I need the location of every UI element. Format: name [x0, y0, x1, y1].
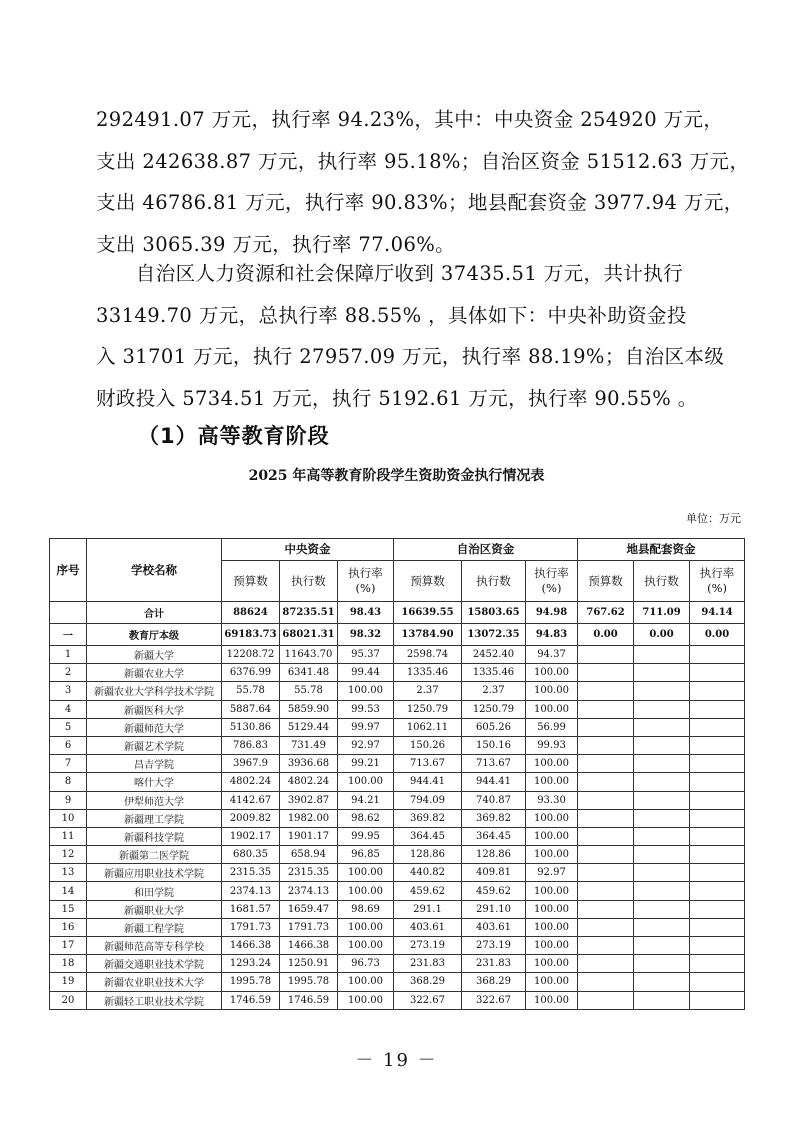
cell-value: 96.73: [338, 955, 394, 973]
cell-value: [578, 937, 634, 955]
cell-value: 55.78: [280, 682, 338, 700]
cell-school-name: 新疆工程学院: [87, 918, 222, 936]
cell-value: 658.94: [280, 846, 338, 864]
cell-value: 100.00: [338, 682, 394, 700]
cell-value: 1791.73: [280, 918, 338, 936]
cell-seq: 一: [50, 624, 87, 646]
cell-value: [634, 773, 690, 791]
cell-seq: [50, 602, 87, 624]
cell-value: 369.82: [462, 809, 526, 827]
cell-seq: 18: [50, 955, 87, 973]
cell-school-name: 新疆职业大学: [87, 900, 222, 918]
cell-school-name: 和田学院: [87, 882, 222, 900]
cell-value: 92.97: [526, 864, 578, 882]
cell-seq: 15: [50, 900, 87, 918]
cell-value: [690, 973, 745, 991]
cell-value: 13784.90: [394, 624, 462, 646]
cell-value: 100.00: [338, 918, 394, 936]
cell-value: 94.21: [338, 791, 394, 809]
cell-value: [634, 882, 690, 900]
cell-seq: 14: [50, 882, 87, 900]
cell-value: 2009.82: [222, 809, 280, 827]
cell-value: [690, 700, 745, 718]
cell-value: 1250.79: [462, 700, 526, 718]
paragraph-hr-department: [96, 253, 725, 419]
cell-value: [578, 991, 634, 1009]
cell-value: [578, 918, 634, 936]
cell-value: 731.49: [280, 736, 338, 754]
cell-value: [578, 864, 634, 882]
header-central-funds: 中央资金: [222, 539, 394, 561]
cell-value: 100.00: [526, 937, 578, 955]
cell-value: 100.00: [338, 973, 394, 991]
text-line: 292491.07 万元，执行率 94.23%，其中：中央资金 254920 万元，: [96, 108, 724, 131]
header-rate: 执行率(%): [338, 561, 394, 602]
cell-value: [690, 991, 745, 1009]
cell-school-name: 新疆师范大学: [87, 718, 222, 736]
table-row: [50, 809, 745, 827]
cell-value: 100.00: [526, 955, 578, 973]
header-region-funds: 自治区资金: [394, 539, 578, 561]
cell-value: 1250.79: [394, 700, 462, 718]
cell-value: 98.43: [338, 602, 394, 624]
table-row: [50, 991, 745, 1009]
text-line: 财政投入 5734.51 万元，执行 5192.61 万元，执行率 90.55% 。: [96, 386, 698, 410]
cell-value: [690, 882, 745, 900]
cell-value: 92.97: [338, 736, 394, 754]
cell-value: [578, 791, 634, 809]
cell-value: 99.95: [338, 827, 394, 845]
cell-value: [690, 682, 745, 700]
table-row: [50, 827, 745, 845]
cell-value: 740.87: [462, 791, 526, 809]
cell-seq: 16: [50, 918, 87, 936]
cell-value: [578, 755, 634, 773]
header-seq: 序号: [50, 539, 87, 602]
cell-school-name: 新疆理工学院: [87, 809, 222, 827]
cell-value: 100.00: [526, 773, 578, 791]
cell-value: 605.26: [462, 718, 526, 736]
text-line: 入 31701 万元，执行 27957.09 万元，执行率 88.19%；自治区本级: [96, 345, 725, 369]
cell-value: [634, 937, 690, 955]
table-row: [50, 718, 745, 736]
cell-school-name: 昌吉学院: [87, 755, 222, 773]
cell-value: 100.00: [526, 973, 578, 991]
cell-value: [634, 864, 690, 882]
cell-value: 128.86: [394, 846, 462, 864]
cell-value: [634, 900, 690, 918]
cell-value: 100.00: [526, 700, 578, 718]
text-line: 支出 46786.81 万元，执行率 90.83%；地县配套资金 3977.94 万元，: [96, 191, 744, 215]
cell-value: 273.19: [462, 937, 526, 955]
table-row: [50, 900, 745, 918]
cell-value: 322.67: [394, 991, 462, 1009]
cell-value: 99.93: [526, 736, 578, 754]
table-row-department: [50, 624, 745, 646]
cell-seq: 2: [50, 664, 87, 682]
cell-value: 3967.9: [222, 755, 280, 773]
cell-value: 944.41: [462, 773, 526, 791]
cell-value: 4142.67: [222, 791, 280, 809]
cell-value: [578, 646, 634, 664]
cell-seq: 1: [50, 646, 87, 664]
cell-seq: 5: [50, 718, 87, 736]
table-row: [50, 937, 745, 955]
cell-value: 99.97: [338, 718, 394, 736]
table-row-total: [50, 602, 745, 624]
cell-value: 291.1: [394, 900, 462, 918]
cell-value: 100.00: [338, 937, 394, 955]
cell-value: 403.61: [394, 918, 462, 936]
cell-value: 56.99: [526, 718, 578, 736]
cell-value: 68021.31: [280, 624, 338, 646]
cell-value: [578, 973, 634, 991]
cell-value: 1250.91: [280, 955, 338, 973]
header-exec: 执行数: [280, 561, 338, 602]
cell-value: 100.00: [526, 882, 578, 900]
cell-value: 368.29: [394, 973, 462, 991]
cell-value: 3936.68: [280, 755, 338, 773]
cell-school-name: 合计: [87, 602, 222, 624]
cell-school-name: 新疆艺术学院: [87, 736, 222, 754]
cell-value: 0.00: [690, 624, 745, 646]
cell-value: [634, 809, 690, 827]
cell-school-name: 新疆应用职业技术学院: [87, 864, 222, 882]
cell-value: 1293.24: [222, 955, 280, 973]
cell-value: 767.62: [578, 602, 634, 624]
cell-value: 94.83: [526, 624, 578, 646]
cell-value: 1746.59: [222, 991, 280, 1009]
unit-label: 单位：万元: [686, 512, 741, 525]
cell-seq: 17: [50, 937, 87, 955]
cell-value: 1746.59: [280, 991, 338, 1009]
cell-value: [578, 846, 634, 864]
cell-value: [634, 991, 690, 1009]
cell-value: 99.44: [338, 664, 394, 682]
cell-value: 1062.11: [394, 718, 462, 736]
cell-value: 94.98: [526, 602, 578, 624]
header-rate: 执行率(%): [690, 561, 745, 602]
cell-value: 1466.38: [222, 937, 280, 955]
cell-value: 1901.17: [280, 827, 338, 845]
cell-value: 2315.35: [280, 864, 338, 882]
cell-value: [690, 646, 745, 664]
cell-value: 1681.57: [222, 900, 280, 918]
cell-value: [634, 755, 690, 773]
cell-value: 99.53: [338, 700, 394, 718]
cell-value: [578, 955, 634, 973]
cell-value: 368.29: [462, 973, 526, 991]
cell-value: [690, 718, 745, 736]
cell-value: 0.00: [634, 624, 690, 646]
cell-value: 2374.13: [280, 882, 338, 900]
cell-value: [634, 700, 690, 718]
cell-value: 713.67: [394, 755, 462, 773]
cell-value: [690, 937, 745, 955]
table-body: [50, 602, 745, 1010]
cell-value: 2315.35: [222, 864, 280, 882]
paragraph-fund-summary: [96, 99, 750, 265]
cell-value: 4802.24: [280, 773, 338, 791]
table-row: [50, 882, 745, 900]
cell-value: 100.00: [338, 991, 394, 1009]
cell-value: 786.83: [222, 736, 280, 754]
cell-seq: 10: [50, 809, 87, 827]
cell-seq: 9: [50, 791, 87, 809]
cell-value: 409.81: [462, 864, 526, 882]
cell-value: 1335.46: [394, 664, 462, 682]
table-row: [50, 864, 745, 882]
cell-seq: 19: [50, 973, 87, 991]
table-title: 2025 年高等教育阶段学生资助资金执行情况表: [248, 468, 545, 484]
cell-seq: 3: [50, 682, 87, 700]
cell-value: 1995.78: [222, 973, 280, 991]
text-line: 33149.70 万元，总执行率 88.55% ，具体如下：中央补助资金投: [96, 303, 687, 327]
cell-value: 96.85: [338, 846, 394, 864]
cell-value: [578, 718, 634, 736]
cell-value: [578, 809, 634, 827]
table-row: [50, 791, 745, 809]
cell-value: 2.37: [462, 682, 526, 700]
cell-value: [634, 791, 690, 809]
cell-value: 15803.65: [462, 602, 526, 624]
cell-seq: 7: [50, 755, 87, 773]
table-row: [50, 646, 745, 664]
cell-value: 0.00: [578, 624, 634, 646]
cell-value: 459.62: [394, 882, 462, 900]
cell-value: 5859.90: [280, 700, 338, 718]
cell-value: 95.37: [338, 646, 394, 664]
cell-value: 273.19: [394, 937, 462, 955]
cell-value: 2598.74: [394, 646, 462, 664]
cell-school-name: 新疆大学: [87, 646, 222, 664]
cell-value: 98.32: [338, 624, 394, 646]
cell-value: 150.16: [462, 736, 526, 754]
cell-value: [578, 736, 634, 754]
cell-school-name: 新疆轻工职业技术学院: [87, 991, 222, 1009]
cell-value: 364.45: [394, 827, 462, 845]
section-heading: （1）高等教育阶段: [138, 424, 330, 448]
cell-value: 5130.86: [222, 718, 280, 736]
text-line: 自治区人力资源和社会保障厅收到 37435.51 万元，共计执行: [96, 262, 684, 285]
cell-school-name: 新疆科技学院: [87, 827, 222, 845]
table-row: [50, 846, 745, 864]
cell-value: [578, 827, 634, 845]
header-budget: 预算数: [394, 561, 462, 602]
cell-value: 3902.87: [280, 791, 338, 809]
cell-value: 11643.70: [280, 646, 338, 664]
cell-value: 100.00: [338, 773, 394, 791]
cell-value: 88624: [222, 602, 280, 624]
cell-value: [690, 827, 745, 845]
cell-value: [634, 918, 690, 936]
cell-value: [634, 955, 690, 973]
cell-seq: 8: [50, 773, 87, 791]
cell-value: 100.00: [526, 682, 578, 700]
cell-value: 69183.73: [222, 624, 280, 646]
cell-value: 2.37: [394, 682, 462, 700]
header-exec: 执行数: [462, 561, 526, 602]
cell-value: 13072.35: [462, 624, 526, 646]
cell-value: 100.00: [526, 846, 578, 864]
cell-value: 5887.64: [222, 700, 280, 718]
cell-seq: 4: [50, 700, 87, 718]
cell-value: 16639.55: [394, 602, 462, 624]
cell-value: 1902.17: [222, 827, 280, 845]
funding-table: [49, 538, 745, 1010]
cell-school-name: 新疆师范高等专科学校: [87, 937, 222, 955]
cell-value: 100.00: [526, 991, 578, 1009]
cell-value: [578, 664, 634, 682]
cell-value: 369.82: [394, 809, 462, 827]
text-line: 支出 242638.87 万元，执行率 95.18%；自治区资金 51512.63 万元，: [96, 149, 750, 173]
cell-school-name: 新疆农业职业技术大学: [87, 973, 222, 991]
cell-value: [690, 955, 745, 973]
table-row: [50, 955, 745, 973]
table-row: [50, 918, 745, 936]
cell-value: 100.00: [526, 809, 578, 827]
cell-value: 87235.51: [280, 602, 338, 624]
cell-school-name: 新疆第二医学院: [87, 846, 222, 864]
cell-value: [690, 900, 745, 918]
cell-value: 2452.40: [462, 646, 526, 664]
cell-value: [578, 882, 634, 900]
cell-value: [634, 718, 690, 736]
page-number: － 19 －: [355, 1050, 438, 1071]
cell-value: 291.10: [462, 900, 526, 918]
cell-value: 680.35: [222, 846, 280, 864]
header-budget: 预算数: [578, 561, 634, 602]
cell-school-name: 伊犁师范大学: [87, 791, 222, 809]
cell-value: 99.21: [338, 755, 394, 773]
header-school: 学校名称: [87, 539, 222, 602]
cell-value: 55.78: [222, 682, 280, 700]
cell-value: 1335.46: [462, 664, 526, 682]
table-row: [50, 773, 745, 791]
cell-school-name: 新疆交通职业技术学院: [87, 955, 222, 973]
cell-value: 100.00: [526, 755, 578, 773]
cell-value: 94.37: [526, 646, 578, 664]
cell-value: 713.67: [462, 755, 526, 773]
table-row: [50, 682, 745, 700]
cell-value: [690, 846, 745, 864]
table-row: [50, 973, 745, 991]
cell-value: 1791.73: [222, 918, 280, 936]
cell-value: [690, 864, 745, 882]
cell-value: [634, 973, 690, 991]
cell-value: 364.45: [462, 827, 526, 845]
cell-value: [690, 755, 745, 773]
cell-value: [690, 773, 745, 791]
cell-value: 1995.78: [280, 973, 338, 991]
cell-seq: 6: [50, 736, 87, 754]
cell-value: 322.67: [462, 991, 526, 1009]
header-local-funds: 地县配套资金: [578, 539, 745, 561]
cell-value: [578, 773, 634, 791]
cell-value: 1659.47: [280, 900, 338, 918]
cell-value: 12208.72: [222, 646, 280, 664]
cell-value: [690, 791, 745, 809]
cell-value: 93.30: [526, 791, 578, 809]
table-row: [50, 736, 745, 754]
table-row: [50, 664, 745, 682]
cell-value: 100.00: [338, 864, 394, 882]
cell-value: 231.83: [394, 955, 462, 973]
cell-value: 6376.99: [222, 664, 280, 682]
cell-value: [634, 846, 690, 864]
cell-value: 100.00: [526, 918, 578, 936]
cell-seq: 11: [50, 827, 87, 845]
cell-value: [578, 682, 634, 700]
cell-value: 231.83: [462, 955, 526, 973]
cell-value: 98.69: [338, 900, 394, 918]
cell-value: [634, 682, 690, 700]
cell-value: [578, 700, 634, 718]
cell-school-name: 新疆农业大学科学技术学院: [87, 682, 222, 700]
cell-school-name: 新疆医科大学: [87, 700, 222, 718]
cell-value: 128.86: [462, 846, 526, 864]
cell-school-name: 喀什大学: [87, 773, 222, 791]
cell-value: 94.14: [690, 602, 745, 624]
cell-seq: 20: [50, 991, 87, 1009]
cell-value: 1982.00: [280, 809, 338, 827]
cell-value: [634, 646, 690, 664]
cell-value: [634, 736, 690, 754]
cell-value: 459.62: [462, 882, 526, 900]
header-budget: 预算数: [222, 561, 280, 602]
cell-value: 100.00: [526, 900, 578, 918]
header-rate: 执行率(%): [526, 561, 578, 602]
cell-value: 944.41: [394, 773, 462, 791]
cell-value: 150.26: [394, 736, 462, 754]
cell-value: 6341.48: [280, 664, 338, 682]
cell-value: 100.00: [526, 664, 578, 682]
cell-value: [690, 664, 745, 682]
cell-value: 403.61: [462, 918, 526, 936]
cell-value: 440.82: [394, 864, 462, 882]
cell-value: 1466.38: [280, 937, 338, 955]
cell-value: 4802.24: [222, 773, 280, 791]
cell-value: 100.00: [526, 827, 578, 845]
cell-value: 711.09: [634, 602, 690, 624]
cell-value: 794.09: [394, 791, 462, 809]
cell-value: 2374.13: [222, 882, 280, 900]
cell-school-name: 新疆农业大学: [87, 664, 222, 682]
cell-value: [634, 664, 690, 682]
table-row: [50, 755, 745, 773]
cell-value: 100.00: [338, 882, 394, 900]
header-exec: 执行数: [634, 561, 690, 602]
cell-value: [690, 809, 745, 827]
text-line: 支出 3065.39 万元，执行率 77.06%。: [96, 232, 456, 256]
cell-value: [634, 827, 690, 845]
cell-value: 5129.44: [280, 718, 338, 736]
cell-seq: 13: [50, 864, 87, 882]
cell-value: [690, 918, 745, 936]
cell-value: [578, 900, 634, 918]
cell-school-name: 教育厅本级: [87, 624, 222, 646]
cell-seq: 12: [50, 846, 87, 864]
cell-value: [690, 736, 745, 754]
cell-value: 98.62: [338, 809, 394, 827]
table-row: [50, 700, 745, 718]
